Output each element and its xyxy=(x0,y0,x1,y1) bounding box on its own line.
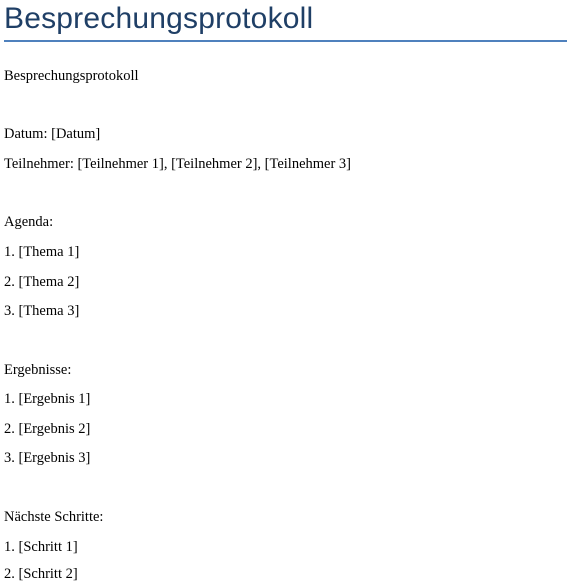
agenda-label: Agenda: xyxy=(4,214,54,230)
document-heading: Besprechungsprotokoll xyxy=(4,2,314,35)
agenda-item: 3. [Thema 3] xyxy=(4,303,80,319)
next-steps-item: 1. [Schritt 1] xyxy=(4,539,78,555)
date-line: Datum: [Datum] xyxy=(4,126,101,142)
next-steps-label: Nächste Schritte: xyxy=(4,509,104,525)
results-item: 3. [Ergebnis 3] xyxy=(4,450,91,466)
participants-line: Teilnehmer: [Teilnehmer 1], [Teilnehmer 2], [Teilnehmer 3] xyxy=(4,156,352,172)
results-item: 1. [Ergebnis 1] xyxy=(4,391,91,407)
agenda-item: 2. [Thema 2] xyxy=(4,274,80,290)
results-label: Ergebnisse: xyxy=(4,362,72,378)
heading-rule xyxy=(4,40,567,42)
agenda-item: 1. [Thema 1] xyxy=(4,244,80,260)
intro-line: Besprechungsprotokoll xyxy=(4,68,139,84)
next-steps-item: 2. [Schritt 2] xyxy=(4,566,78,582)
results-item: 2. [Ergebnis 2] xyxy=(4,421,91,437)
